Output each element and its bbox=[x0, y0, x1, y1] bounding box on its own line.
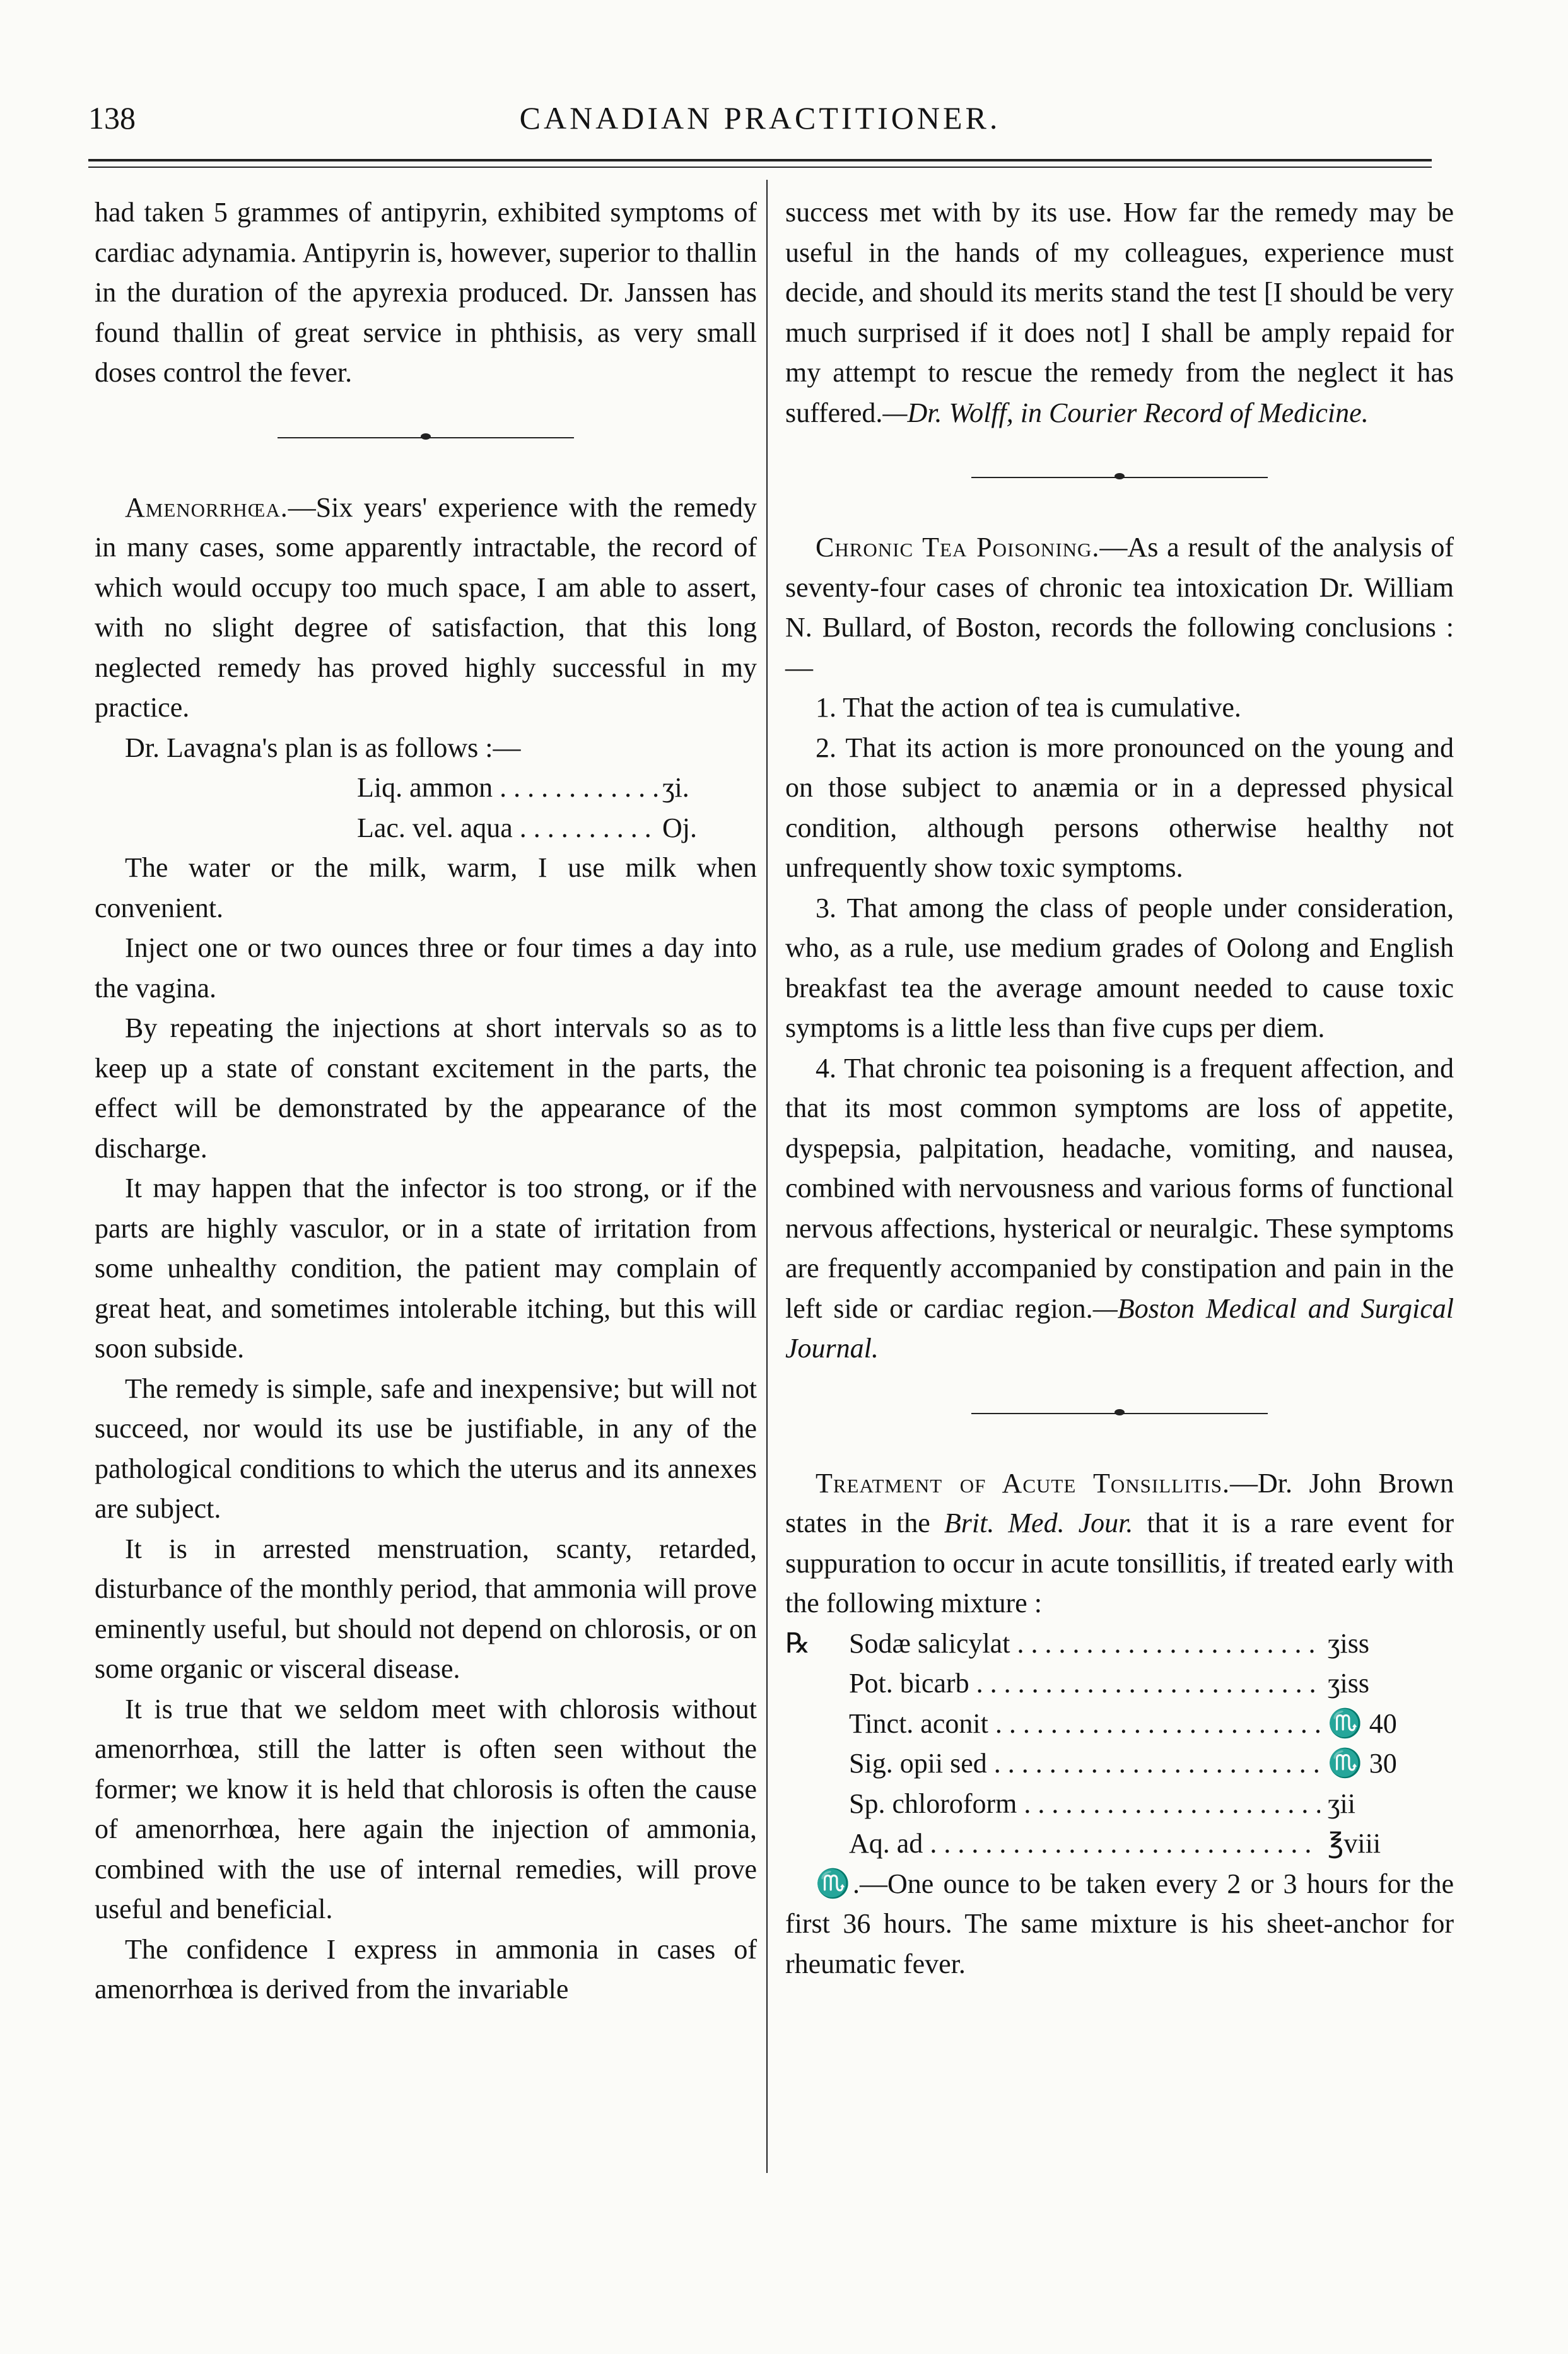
rx-symbol: ℞ bbox=[785, 1627, 810, 1659]
formula-row bbox=[353, 808, 706, 848]
paragraph: It may happen that the infector is too strong, or if the parts are highly vasculor, or in a state of irritation from some unhealthy condition, the patient may complain of great heat, and sometimes intolerable itching, but this will soon subside. bbox=[95, 1173, 757, 1364]
drug-name: Sig. opii sed . . . bbox=[845, 1743, 1320, 1784]
drug-dose: ʒiss bbox=[1328, 1627, 1369, 1659]
formula-row bbox=[785, 1743, 1410, 1784]
drug-name: Sp. chloroform . . . bbox=[845, 1784, 1320, 1824]
drug-name: Sodæ salicylat . . . bbox=[845, 1624, 1320, 1664]
paragraph: Dr. Lavagna's plan is as follows :— bbox=[125, 732, 521, 763]
formula-row bbox=[785, 1784, 1410, 1824]
drug-name: Pot. bicarb . . . bbox=[845, 1663, 1320, 1704]
article-tonsillitis bbox=[785, 1463, 1454, 1624]
drug-name: Liq. ammon . . . bbox=[353, 768, 660, 808]
drug-dose: ♏ 40 bbox=[1328, 1707, 1397, 1739]
formula-row bbox=[785, 1663, 1410, 1704]
paragraph: ♏.—One ounce to be taken every 2 or 3 hours for the first 36 hours. The same mixture is his sheet-anchor for rheumatic fever. bbox=[785, 1868, 1454, 1979]
drug-name: Lac. vel. aqua . . . bbox=[353, 808, 660, 848]
paragraph: The water or the milk, warm, I use milk when convenient. bbox=[95, 852, 757, 923]
paragraph: The confidence I express in ammonia in cases of amenorrhœa is derived from the invariable bbox=[95, 1933, 757, 2005]
conclusion-item: 1. That the action of tea is cumulative. bbox=[816, 692, 1241, 723]
paragraph-text: —Dr. John Brown states in the bbox=[785, 1467, 1454, 1538]
page-number: 138 bbox=[88, 100, 136, 136]
prescription-formula bbox=[785, 1624, 1410, 1864]
paragraph: The remedy is simple, safe and inexpensive; but will not succeed, nor would its use be justifiable, in any of the pathological conditions to which the uterus and its annexes are subject. bbox=[95, 1373, 757, 1524]
article-heading: Amenorrhœa. bbox=[125, 491, 288, 523]
header-rule-thin bbox=[88, 167, 1432, 168]
paragraph-text: —Six years' experience with the remedy in many cases, some apparently intractable, the record of which would occupy too much space, I am able to assert, with no slight degree of satisfaction, that this long neglected remedy has proved highly successful in my practice. bbox=[95, 491, 757, 723]
paragraph: It is in arrested menstruation, scanty, retarded, disturbance of the monthly period, that ammonia will prove eminently useful, but should not depend on chlorosis, or on some organic or visceral disease. bbox=[95, 1533, 757, 1684]
page-header bbox=[88, 95, 1432, 145]
running-title: CANADIAN PRACTITIONER. bbox=[519, 100, 1001, 136]
article-tea-poisoning bbox=[785, 527, 1454, 688]
drug-dose: ℥viii bbox=[1328, 1828, 1381, 1859]
conclusion-item: 2. That its action is more pronounced on the young and on those subject to anæmia or in a depressed physical condition, although persons otherwise healthy not unfrequently show toxic symptoms. bbox=[785, 732, 1454, 883]
column-divider bbox=[766, 180, 768, 2173]
prescription-formula bbox=[95, 768, 706, 848]
paragraph: Inject one or two ounces three or four times a day into the vagina. bbox=[95, 932, 757, 1004]
drug-dose: Oj. bbox=[662, 812, 697, 843]
drug-name: Tinct. aconit . . . bbox=[845, 1704, 1320, 1744]
formula-row bbox=[785, 1704, 1410, 1744]
paragraph-text: 4. That chronic tea poisoning is a frequent affection, and that its most common symptoms are loss of appetite, dyspepsia, palpitation, headache, vomiting, and nausea, combined with nervousness and various forms of functional nervous affections, hysterical or neuralgic. These symptoms are frequently accompanied by constipation and pain in the left side or cardiac region. bbox=[785, 1052, 1454, 1324]
article-heading: Chronic Tea Poisoning. bbox=[816, 532, 1100, 563]
article-amenorrhoea bbox=[95, 488, 757, 728]
formula-row bbox=[785, 1824, 1410, 1864]
citation: —Boston Medical and Surgical Journal. bbox=[785, 1292, 1454, 1364]
drug-dose: ♏ 30 bbox=[1328, 1748, 1397, 1779]
article-heading: Treatment of Acute Tonsillitis. bbox=[816, 1467, 1230, 1499]
header-rule-thick bbox=[88, 159, 1432, 161]
drug-dose: ʒiss bbox=[1328, 1668, 1369, 1699]
paragraph: It is true that we seldom meet with chlorosis without amenorrhœa, still the latter is often seen without the former; we know it is held that chlorosis is often the cause of amenorrhœa, here again the injection of ammonia, combined with the use of internal remedies, will prove useful and beneficial. bbox=[95, 1693, 757, 1924]
paragraph-text: that it is a rare event for suppuration to occur in acute tonsillitis, if treated early with the following mixture : bbox=[785, 1508, 1454, 1619]
conclusion-item bbox=[785, 1048, 1454, 1369]
paragraph-text: success met with by its use. How far the remedy may be useful in the hands of my colleagues, experience must decide, and should its merits stand the test [I should be very much surprised if it does not] I shall be amply repaid for my attempt to rescue the remedy from the neglect it has suffered. bbox=[785, 197, 1454, 428]
section-separator bbox=[785, 433, 1454, 527]
formula-row bbox=[785, 1624, 1410, 1664]
drug-dose: ʒii bbox=[1328, 1788, 1355, 1819]
drug-dose: ʒi. bbox=[662, 772, 689, 803]
journal-name: Brit. Med. Jour. bbox=[944, 1508, 1133, 1538]
formula-row bbox=[353, 768, 706, 808]
paragraph: had taken 5 grammes of antipyrin, exhibited symptoms of cardiac adynamia. Antipyrin is, however, superior to thallin in the duration of the apyrexia produced. Dr. Janssen has found thallin of great service in phthisis, as very small doses control the fever. bbox=[95, 197, 757, 388]
paragraph-text: —As a result of the analysis of seventy-four cases of chronic tea intoxication Dr. William N. Bullard, of Boston, records the following conclusions :— bbox=[785, 532, 1454, 683]
left-column bbox=[95, 192, 757, 2010]
section-separator bbox=[785, 1369, 1454, 1463]
paragraph: By repeating the injections at short intervals so as to keep up a state of constant excitement in the parts, the effect will be demonstrated by the appearance of the discharge. bbox=[95, 1012, 757, 1164]
section-separator bbox=[95, 393, 757, 488]
conclusion-item: 3. That among the class of people under consideration, who, as a rule, use medium grades of Oolong and English breakfast tea the average amount needed to cause toxic symptoms is a little less than five cups per diem. bbox=[785, 892, 1454, 1043]
paragraph bbox=[785, 192, 1454, 433]
citation: —Dr. Wolff, in Courier Record of Medicine. bbox=[882, 397, 1369, 428]
right-column bbox=[785, 192, 1454, 1984]
drug-name: Aq. ad . . . bbox=[845, 1824, 1320, 1864]
